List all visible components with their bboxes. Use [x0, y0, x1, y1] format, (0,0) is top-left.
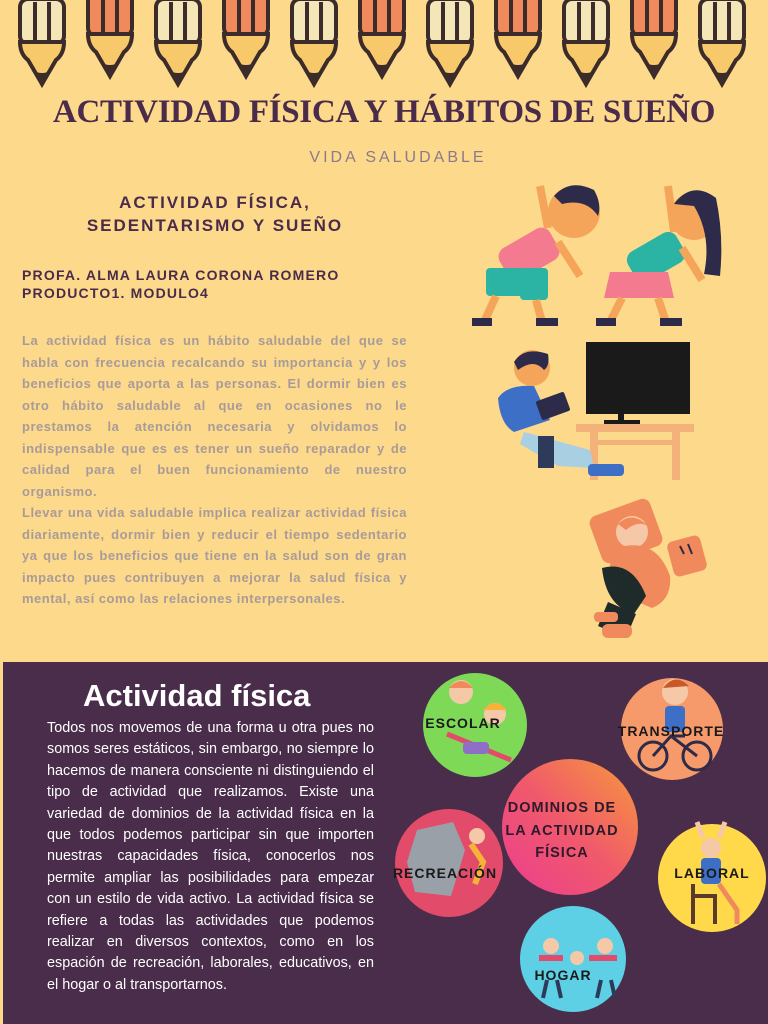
hogar-label: HOGAR: [534, 967, 592, 983]
physical-activity-panel: [3, 662, 768, 1024]
sleeping-person-illustration: [586, 496, 710, 648]
author-info: [22, 266, 339, 302]
sedentary-boy-illustration: [494, 340, 698, 482]
section-heading-line2: SEDENTARISMO Y SUEÑO: [86, 216, 344, 235]
domain-recreacion: [393, 809, 503, 917]
intro-paragraph-1: La actividad física es un hábito saludable del que se habla con frecuencia recalcando su importancia y y los beneficios que aporta a las personas. El dormir bien es otro hábito saludable al que en ocasiones no le prestamos la atención necesaria y olvidamos lo indispensable que es es tener un sueño reparador y de calidad para el buen funcionamiento de nuestro organismo.: [22, 333, 407, 499]
author-name: PROFA. ALMA LAURA CORONA ROMERO: [22, 267, 340, 283]
domain-laboral: [658, 822, 766, 932]
page-title: ACTIVIDAD FÍSICA Y HÁBITOS DE SUEÑO: [52, 94, 716, 130]
section-heading-line1: ACTIVIDAD FÍSICA,: [119, 193, 311, 212]
activity-domains-diagram: [3, 662, 768, 1024]
domain-hogar: [520, 906, 626, 1012]
transporte-label: TRANSPORTE: [617, 723, 725, 739]
center-line1: DOMINIOS DE: [507, 800, 617, 816]
product-label: PRODUCTO1. MODULO4: [22, 285, 210, 301]
domain-transporte: [618, 678, 724, 780]
domain-escolar: [423, 673, 527, 777]
pencil-border: [0, 0, 768, 95]
page-subtitle: VIDA SALUDABLE: [309, 149, 487, 166]
stretching-kids-illustration: [462, 176, 732, 330]
center-line2: LA ACTIVIDAD: [505, 823, 619, 839]
activity-heading: Actividad física: [83, 678, 311, 713]
activity-body-text: Todos nos movemos de una forma u otra pues no somos seres estáticos, sin embargo, no siempre lo hacemos de manera consciente ni distinguiendo el tipo de actividad que realizamos. Existe una variedad de dominios de la actividad física en la que todos podemos participar sin que importen nuestras capacidades física, conocerlos nos permite ampliar las posibilidades para empezar con un estilo de vida activo. La actividad física se refiere a todas las actividades que podemos realizar en diversos contextos, como en los espación de recreación, laborales, educativos, en el hogar o al transportarnos.: [47, 720, 374, 993]
domain-center: [502, 759, 638, 895]
intro-paragraph-2: Llevar una vida saludable implica realizar actividad física diariamente, dormir bien y reducir el tiempo sedentario ya que los beneficios que tiene en la salud son de gran impacto pues contribuyen a mejorar la salud física y mental, así como las relaciones interpersonales.: [22, 505, 407, 606]
recreacion-label: RECREACIÓN: [392, 865, 498, 881]
section-heading: [40, 191, 390, 237]
laboral-label: LABORAL: [674, 865, 750, 881]
escolar-label: ESCOLAR: [425, 715, 501, 731]
center-line3: FÍSICA: [535, 845, 589, 861]
intro-text: [22, 330, 407, 610]
